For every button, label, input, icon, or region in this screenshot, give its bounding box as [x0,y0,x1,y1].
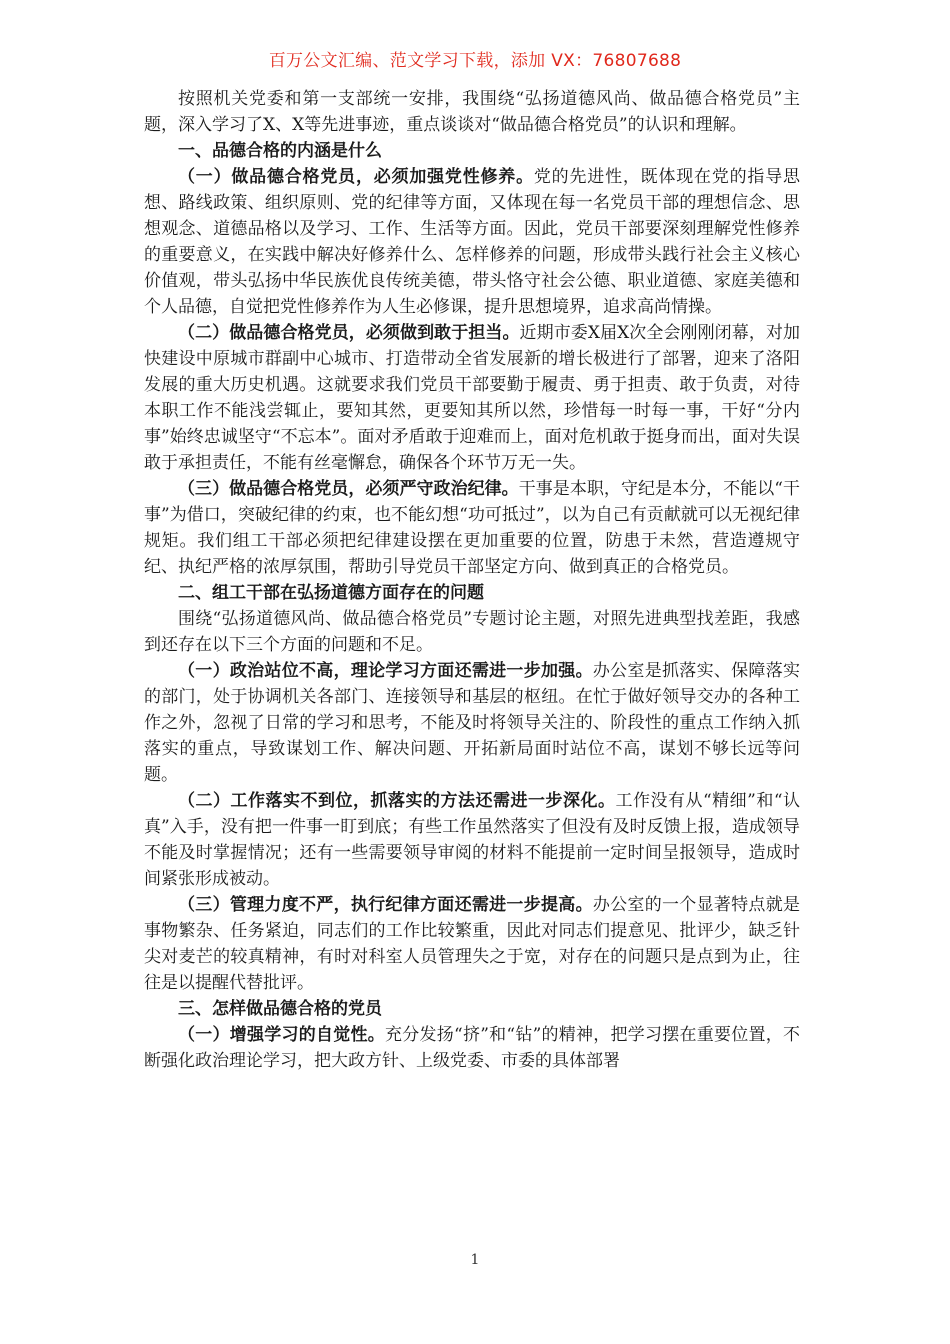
paragraph-lead: （二）做品德合格党员，必须做到敢于担当。 [178,323,520,343]
document-body [144,86,800,1074]
paragraph-lead: （一）政治站位不高，理论学习方面还需进一步加强。 [178,661,593,681]
section-heading-3: 三、怎样做品德合格的党员 [178,999,382,1019]
paragraph-lead: （三）做品德合格党员，必须严守政治纪律。 [178,479,519,499]
paragraph-text: 干事是本职，守纪是本分，不能以“干事”为借口，突破纪律的约束，也不能幻想“功可抵过”，以为自己有贡献就可以无视纪律规矩。我们组工干部必须把纪律建设摆在更加重要的位置，防患于未然，营造遵规守纪、执纪严格的浓厚氛围，帮助引导党员干部坚定方向、做到真正的合格党员。 [144,479,801,577]
paragraph [144,658,800,788]
paragraph [144,476,800,580]
paragraph [144,788,800,892]
paragraph-lead: （三）管理力度不严，执行纪律方面还需进一步提高。 [178,895,593,915]
section-heading-1: 一、品德合格的内涵是什么 [178,141,382,161]
paragraph-text: 办公室的一个显著特点就是事物繁杂、任务紧迫，同志们的工作比较繁重，因此对同志们提意见、批评少，缺乏针尖对麦芒的较真精神，有时对科室人员管理失之于宽，对存在的问题只是点到为止，往往是以提醒代替批评。 [144,895,801,993]
paragraph [144,1022,800,1074]
paragraph-lead: （二）工作落实不到位，抓落实的方法还需进一步深化。 [178,791,616,811]
paragraph-lead: （一）做品德合格党员，必须加强党性修养。 [178,167,534,187]
paragraph [144,320,800,476]
intro-paragraph: 按照机关党委和第一支部统一安排，我围绕“弘扬道德风尚、做品德合格党员”主题，深入学习了X、X等先进事迹，重点谈谈对“做品德合格党员”的认识和理解。 [144,89,800,135]
paragraph-text: 党的先进性，既体现在党的指导思想、路线政策、组织原则、党的纪律等方面，又体现在每一名党员干部的理想信念、思想观念、道德品格以及学习、工作、生活等方面。因此，党员干部要深刻理解党性修养的重要意义，在实践中解决好修养什么、怎样修养的问题，形成带头践行社会主义核心价值观，带头弘扬中华民族优良传统美德，带头恪守社会公德、职业道德、家庭美德和个人品德，自觉把党性修养作为人生必修课，提升思想境界，追求高尚情操。 [144,167,801,317]
paragraph: 围绕“弘扬道德风尚、做品德合格党员”专题讨论主题，对照先进典型找差距，我感到还存在以下三个方面的问题和不足。 [144,609,800,655]
paragraph-text: 充分发扬“挤”和“钻”的精神，把学习摆在重要位置，不断强化政治理论学习，把大政方针、上级党委、市委的具体部署 [144,1025,801,1071]
paragraph [144,892,800,996]
paragraph [144,164,800,320]
paragraph-text: 工作没有从“精细”和“认真”入手，没有把一件事一盯到底；有些工作虽然落实了但没有及时反馈上报，造成领导不能及时掌握情况；还有一些需要领导审阅的材料不能提前一定时间呈报领导，造成时间紧张形成被动。 [144,791,801,889]
section-heading-2: 二、组工干部在弘扬道德方面存在的问题 [178,583,484,603]
header-banner: 百万公文汇编、范文学习下载，添加 VX：76807688 [268,51,682,71]
paragraph-text: 办公室是抓落实、保障落实的部门，处于协调机关各部门、连接领导和基层的枢纽。在忙于做好领导交办的各种工作之外，忽视了日常的学习和思考，不能及时将领导关注的、阶段性的重点工作纳入抓落实的重点，导致谋划工作、解决问题、开拓新局面时站位不高，谋划不够长远等问题。 [144,661,801,785]
paragraph-lead: （一）增强学习的自觉性。 [178,1025,385,1045]
paragraph-text: 近期市委X届X次全会刚刚闭幕，对加快建设中原城市群副中心城市、打造带动全省发展新的增长极进行了部署，迎来了洛阳发展的重大历史机遇。这就要求我们党员干部要勤于履责、勇于担责、敢于负责，对待本职工作不能浅尝辄止，要知其然，更要知其所以然，珍惜每一时每一事，干好“分内事”始终忠诚坚守“不忘本”。面对矛盾敢于迎难而上，面对危机敢于挺身而出，面对失误敢于承担责任，不能有丝毫懈怠，确保各个环节万无一失。 [144,323,800,473]
page-number: 1 [470,1252,480,1268]
